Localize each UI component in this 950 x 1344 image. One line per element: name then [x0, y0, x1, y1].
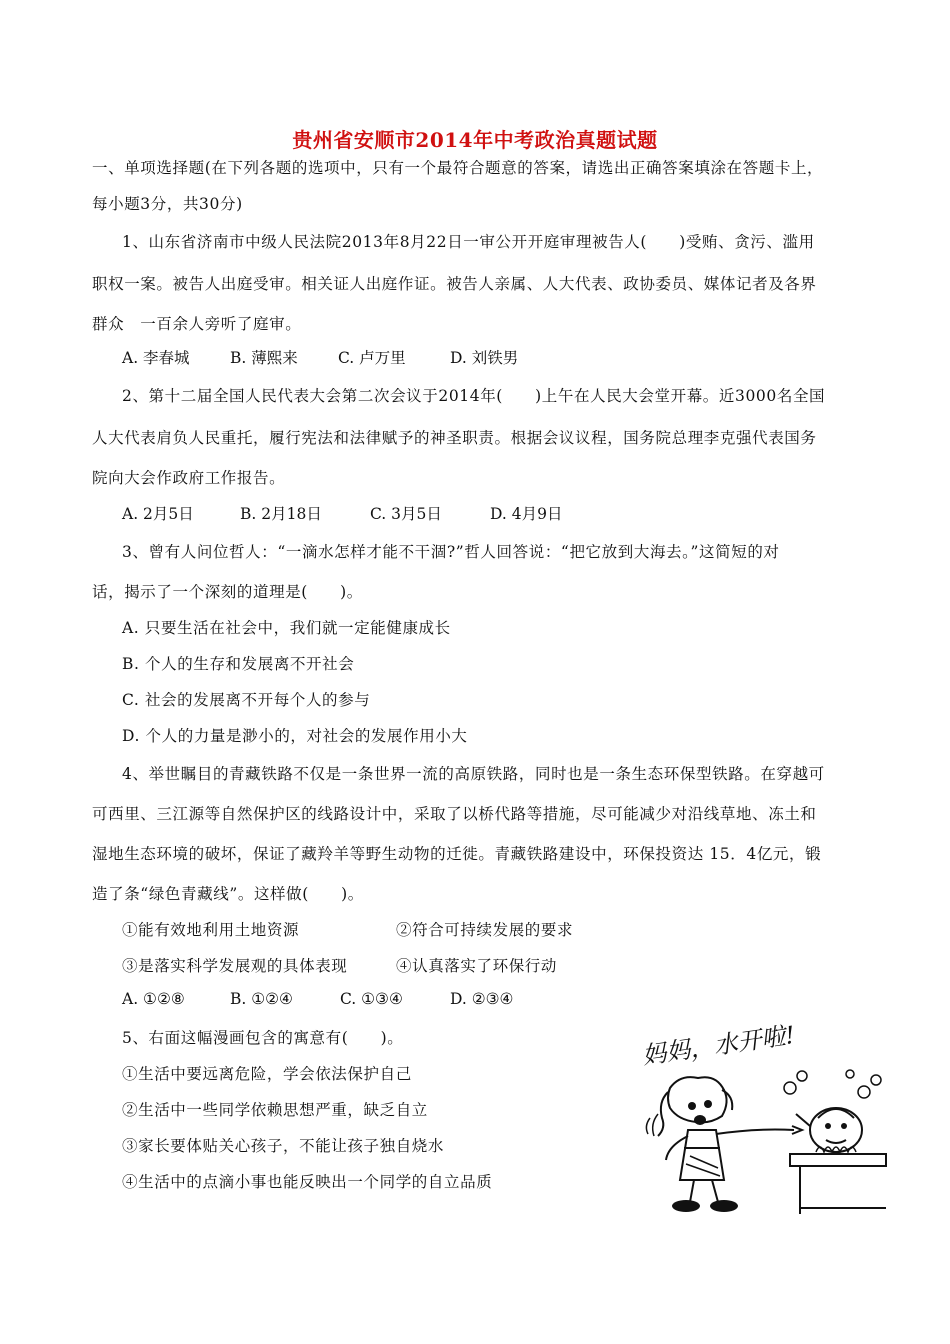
q4-options	[122, 990, 513, 1008]
q1-stem-line2: 职权一案。被告人出庭受审。相关证人出庭作证。被告人亲属、人大代表、政协委员、媒体记者及各界	[92, 275, 817, 293]
q4-stem-line4: 造了条“绿色青藏线”。这样做( )。	[92, 885, 364, 903]
q4-stem-line2: 可西里、三江源等自然保护区的线路设计中，采取了以桥代路等措施，尽可能减少对沿线草地、冻土和	[92, 805, 817, 823]
document-title: 贵州省安顺市2014年中考政治真题试题	[292, 128, 658, 152]
q2-stem-line2: 人大代表肩负人民重托，履行宪法和法律赋予的神圣职责。根据会议议程，国务院总理李克强代表国务	[92, 429, 817, 447]
q4-statement-4: ④认真落实了环保行动	[396, 957, 558, 975]
q3-option-d: D. 个人的力量是渺小的，对社会的发展作用小大	[122, 727, 468, 745]
q4-option-a: A. ①②⑧	[122, 990, 185, 1008]
q1-options	[122, 346, 518, 368]
q3-stem-line2: 话，揭示了一个深刻的道理是( )。	[92, 583, 363, 601]
cartoon-caption: 妈妈，水开啦!	[640, 1020, 797, 1070]
q2-stem-line3: 院向大会作政府工作报告。	[92, 469, 286, 487]
q5-statement-4: ④生活中的点滴小事也能反映出一个同学的自立品质	[122, 1173, 493, 1191]
q4-statement-3: ③是落实科学发展观的具体表现	[122, 957, 348, 975]
q4-statement-2: ②符合可持续发展的要求	[396, 921, 574, 939]
q5-statement-1: ①生活中要远离危险，学会依法保护自己	[122, 1065, 412, 1083]
q1-option-b: B. 薄熙来	[230, 349, 298, 367]
q2-option-b: B. 2月18日	[240, 505, 322, 523]
q2-stem-line1: 2、第十二届全国人民代表大会第二次会议于2014年( )上午在人民大会堂开幕。近3000名全国	[122, 387, 826, 405]
q3-option-b: B. 个人的生存和发展离不开社会	[122, 655, 355, 673]
q4-option-b: B. ①②④	[230, 990, 293, 1008]
q1-stem-line3: 群众 一百余人旁听了庭审。	[92, 315, 302, 333]
q3-stem-line1: 3、曾有人问位哲人：“一滴水怎样才能不干涸?”哲人回答说：“把它放到大海去。”这简短的对	[122, 543, 780, 561]
cartoon-drawing	[640, 1018, 890, 1218]
q4-stem-line3: 湿地生态环境的破坏，保证了藏羚羊等野生动物的迁徙。青藏铁路建设中，环保投资达 15．4亿元，锻	[92, 845, 822, 863]
q1-option-c: C. 卢万里	[338, 349, 406, 367]
section-instructions-line2: 每小题3分，共30分)	[92, 195, 243, 213]
q4-statement-1: ①能有效地利用土地资源	[122, 921, 300, 939]
cartoon-illustration	[640, 1018, 890, 1218]
q4-option-d: D. ②③④	[450, 990, 514, 1008]
q1-option-d: D. 刘铁男	[450, 349, 519, 367]
q1-option-a: A. 李春城	[122, 349, 190, 367]
q3-option-c: C. 社会的发展离不开每个人的参与	[122, 691, 371, 709]
q4-stem-line1: 4、举世瞩目的青藏铁路不仅是一条世界一流的高原铁路，同时也是一条生态环保型铁路。在穿越可	[122, 765, 825, 783]
q5-statement-2: ②生活中一些同学依赖思想严重，缺乏自立	[122, 1101, 428, 1119]
q3-option-a: A. 只要生活在社会中，我们就一定能健康成长	[122, 619, 451, 637]
q1-stem-line1: 1、山东省济南市中级人民法院2013年8月22日一审公开开庭审理被告人( )受贿、贪污、滥用	[122, 233, 815, 251]
q5-stem-line1: 5、右面这幅漫画包含的寓意有( )。	[122, 1029, 404, 1047]
section-instructions-line1: 一、单项选择题(在下列各题的选项中，只有一个最符合题意的答案，请选出正确答案填涂在答题卡上，	[92, 159, 824, 177]
q2-option-d: D. 4月9日	[490, 505, 563, 523]
q4-option-c: C. ①③④	[340, 990, 403, 1008]
q5-statement-3: ③家长要体贴关心孩子，不能让孩子独自烧水	[122, 1137, 445, 1155]
q2-option-a: A. 2月5日	[122, 505, 194, 523]
q2-options	[122, 502, 562, 524]
q2-option-c: C. 3月5日	[370, 505, 442, 523]
